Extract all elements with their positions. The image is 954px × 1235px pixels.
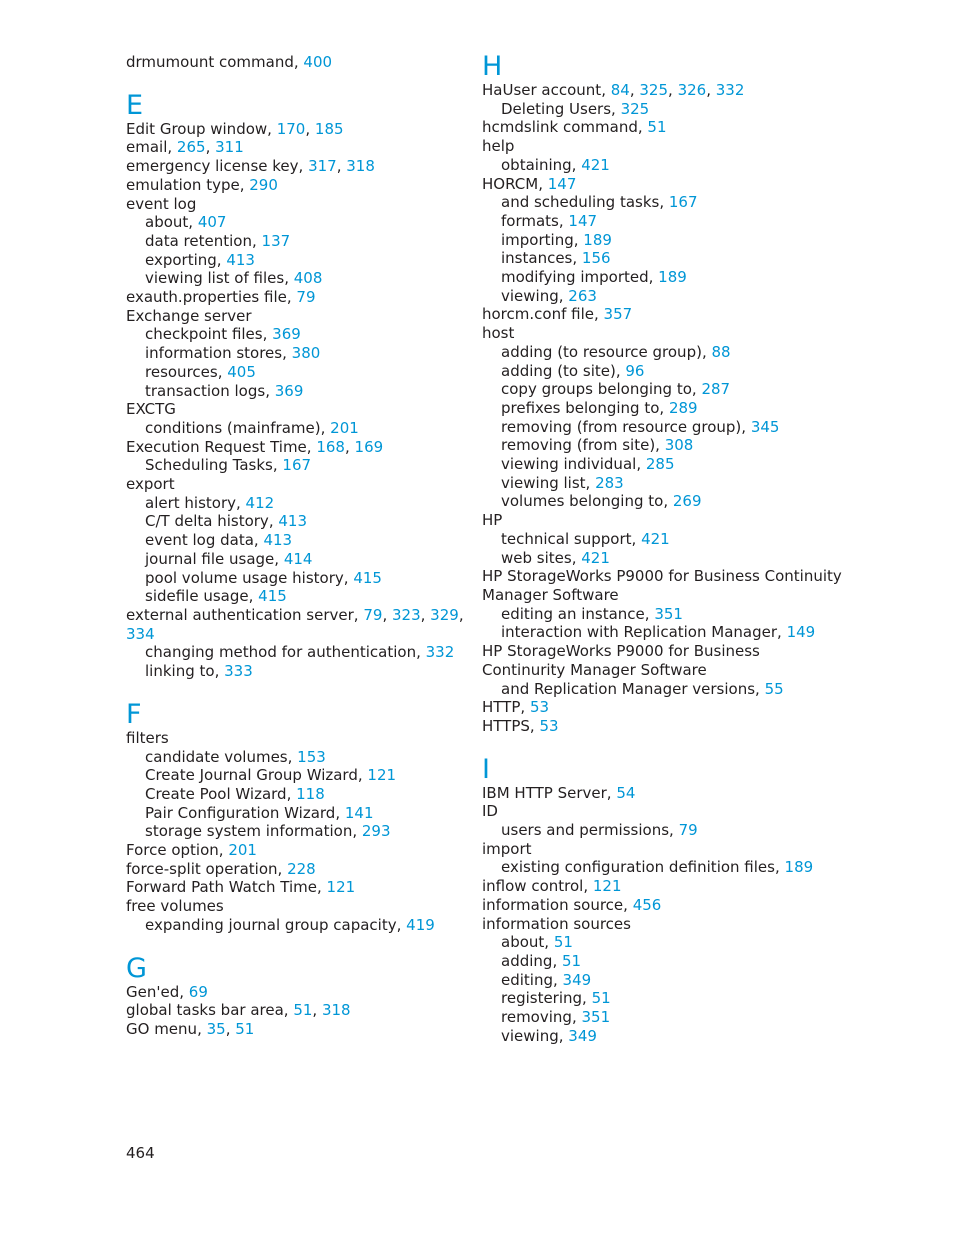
index-entry: Edit Group window, 170, 185	[126, 119, 344, 138]
page-reference-link[interactable]: 349	[562, 970, 592, 989]
index-term: about	[145, 213, 189, 232]
index-column-left	[126, 53, 466, 1039]
page-reference-link[interactable]: 285	[645, 455, 675, 474]
index-term: HORCM	[482, 174, 539, 193]
page-reference-link[interactable]: 345	[750, 417, 780, 436]
index-subentry: linking to, 333	[145, 662, 253, 681]
index-term: Continurity Manager Software	[482, 660, 707, 679]
index-subentry: information stores, 380	[145, 344, 321, 363]
index-subentry: exporting, 413	[145, 250, 255, 269]
index-letter-heading: E	[126, 89, 144, 121]
index-entry	[482, 915, 822, 934]
page-number: 464	[126, 1144, 155, 1162]
index-term: import	[482, 839, 532, 858]
page-reference-link[interactable]: 88	[711, 342, 731, 361]
page-reference-link[interactable]: 405	[227, 362, 256, 381]
index-subentry: event log data, 413	[145, 531, 293, 550]
page-reference-link[interactable]: 369	[274, 381, 304, 400]
page-reference-link[interactable]: 326	[677, 81, 707, 99]
index-term: exauth.properties file	[126, 288, 287, 307]
index-term: copy groups belonging to	[501, 380, 692, 399]
index-term: and scheduling tasks	[501, 193, 660, 212]
index-entry: Execution Request Time, 168, 169	[126, 437, 384, 456]
index-entry: GO menu, 35, 51	[126, 1019, 255, 1038]
page-reference-link[interactable]: 380	[291, 344, 321, 363]
page-reference-link[interactable]: 419	[406, 915, 435, 934]
index-letter-heading: F	[126, 698, 142, 730]
index-entry: Gen'ed, 69	[126, 982, 208, 1001]
page-reference-link[interactable]: 156	[581, 249, 611, 268]
index-term: emulation type	[126, 175, 240, 194]
page-reference-link[interactable]: 79	[678, 821, 698, 840]
index-letter-heading: I	[482, 753, 490, 785]
page-reference-link[interactable]: 118	[296, 784, 325, 803]
page-reference-link[interactable]: 228	[287, 859, 316, 878]
index-term: sidefile usage	[145, 587, 249, 606]
index-entry: global tasks bar area, 51, 318	[126, 1001, 351, 1020]
index-entry: information source, 456	[482, 895, 662, 914]
index-term: editing an instance	[501, 604, 645, 623]
page-reference-link[interactable]: 407	[197, 213, 227, 232]
index-term: viewing	[501, 1026, 559, 1045]
index-letter-heading: G	[126, 952, 147, 984]
page-reference-link[interactable]: 169	[354, 437, 384, 456]
index-term: HaUser account	[482, 81, 602, 99]
index-term: Edit Group window	[126, 119, 268, 138]
index-column-right	[482, 51, 842, 1045]
index-term: HP StorageWorks P9000 for Business	[482, 642, 760, 661]
index-subentry: C/T delta history, 413	[145, 512, 307, 531]
page-reference-link[interactable]: 185	[314, 119, 344, 138]
index-subentry: registering, 51	[501, 989, 611, 1008]
index-entry	[482, 661, 822, 680]
index-term: external authentication server	[126, 605, 354, 624]
page-reference-link[interactable]: 149	[786, 623, 816, 642]
index-term: data retention	[145, 231, 252, 250]
page-reference-link[interactable]: 167	[282, 456, 312, 475]
index-subentry: checkpoint files, 369	[145, 325, 301, 344]
index-term: obtaining	[501, 155, 572, 174]
index-term: viewing list	[501, 473, 586, 492]
index-subentry: Create Pool Wizard, 118	[145, 784, 325, 803]
index-subentry: existing configuration definition files, 189	[501, 858, 814, 877]
index-entry: drmumount command, 400	[126, 53, 333, 71]
page-reference-link[interactable]: 400	[303, 53, 333, 71]
page-reference-link[interactable]: 412	[245, 493, 275, 512]
index-term: technical support	[501, 529, 632, 548]
index-subentry: removing (from resource group), 345	[501, 417, 780, 436]
index-term: ID	[482, 802, 498, 821]
index-entry: exauth.properties file, 79	[126, 288, 316, 307]
index-subentry: volumes belonging to, 269	[501, 492, 702, 511]
page-reference-link[interactable]: 51	[591, 989, 611, 1008]
index-entry: Force option, 201	[126, 841, 257, 860]
page-reference-link[interactable]: 308	[664, 436, 694, 455]
index-term: adding (to site)	[501, 361, 616, 380]
index-subentry: instances, 156	[501, 249, 611, 268]
index-term: host	[482, 324, 515, 343]
index-subentry: obtaining, 421	[501, 155, 610, 174]
page-reference-link[interactable]: 54	[616, 783, 636, 802]
index-term: viewing list of files	[145, 269, 285, 288]
index-term: removing (from site)	[501, 436, 656, 455]
index-term: C/T delta history	[145, 512, 269, 531]
index-subentry: formats, 147	[501, 211, 598, 230]
index-entry: hcmdslink command, 51	[482, 118, 667, 137]
index-term: formats	[501, 211, 559, 230]
index-term: help	[482, 137, 515, 156]
index-subentry: conditions (mainframe), 201	[145, 418, 359, 437]
page-reference-link[interactable]: 289	[668, 398, 698, 417]
index-letter-heading: H	[482, 51, 503, 82]
index-subentry: importing, 189	[501, 230, 612, 249]
index-term: Scheduling Tasks	[145, 456, 273, 475]
index-term: Exchange server	[126, 306, 252, 325]
index-entry	[482, 840, 822, 859]
page-reference-link[interactable]: 167	[668, 193, 698, 212]
index-entry: emergency license key, 317, 318	[126, 157, 375, 176]
index-term: Deleting Users	[501, 99, 612, 118]
index-entry: email, 265, 311	[126, 138, 244, 157]
page-reference-link[interactable]: 168	[316, 437, 345, 456]
page-reference-link[interactable]: 369	[272, 325, 301, 344]
page-reference-link[interactable]: 35	[206, 1019, 226, 1038]
page-reference-link[interactable]: 456	[632, 895, 662, 914]
index-subentry: about, 51	[501, 933, 573, 952]
page-reference-link[interactable]: 147	[568, 211, 598, 230]
page-reference-link[interactable]: 349	[568, 1026, 597, 1045]
index-term: importing	[501, 230, 574, 249]
index-term: transaction logs	[145, 381, 266, 400]
index-entry	[126, 897, 466, 916]
page-reference-link[interactable]: 51	[293, 1001, 313, 1020]
index-term: volumes belonging to	[501, 492, 664, 511]
index-term: viewing individual	[501, 455, 637, 474]
index-term: expanding journal group capacity	[145, 915, 397, 934]
page-reference-link[interactable]: 265	[176, 138, 206, 157]
index-subentry: transaction logs, 369	[145, 381, 304, 400]
index-term: force-split operation	[126, 859, 278, 878]
index-entry	[482, 511, 822, 530]
page-reference-link[interactable]: 147	[547, 174, 577, 193]
index-term: Force option	[126, 841, 219, 860]
index-subentry: prefixes belonging to, 289	[501, 398, 698, 417]
page-reference-link[interactable]: 317	[308, 157, 337, 176]
page-reference-link[interactable]: 332	[715, 81, 745, 99]
page-reference-link[interactable]: 421	[641, 529, 670, 548]
index-subentry: users and permissions, 79	[501, 821, 698, 840]
index-subentry: editing, 349	[501, 970, 592, 989]
index-term: HP StorageWorks P9000 for Business Continuity	[482, 567, 842, 586]
index-term: Gen'ed	[126, 982, 180, 1001]
index-term: pool volume usage history	[145, 568, 344, 587]
index-subentry: adding (to resource group), 88	[501, 342, 731, 361]
index-entry	[482, 642, 822, 661]
page-reference-link[interactable]: 351	[654, 604, 683, 623]
index-term: modifying imported	[501, 268, 649, 287]
index-term: hcmdslink command	[482, 118, 638, 137]
index-term: email	[126, 138, 168, 157]
index-subentry: about, 407	[145, 213, 227, 232]
index-term: Execution Request Time	[126, 437, 307, 456]
index-term: conditions (mainframe)	[145, 418, 321, 437]
index-entry	[482, 137, 822, 156]
index-term: about	[501, 933, 545, 952]
page-reference-link[interactable]: 79	[363, 605, 383, 624]
page-reference-link[interactable]: 121	[326, 878, 356, 897]
page-reference-link[interactable]: 293	[361, 822, 391, 841]
index-term: web sites	[501, 548, 572, 567]
page-reference-link[interactable]: 334	[126, 624, 155, 643]
index-subentry: technical support, 421	[501, 529, 670, 548]
index-term: export	[126, 475, 175, 494]
index-term: adding	[501, 951, 553, 970]
index-subentry: storage system information, 293	[145, 822, 391, 841]
index-term: changing method for authentication	[145, 643, 417, 662]
page-reference-link[interactable]: 51	[647, 118, 667, 137]
index-term: editing	[501, 970, 553, 989]
index-subentry: viewing individual, 285	[501, 455, 675, 474]
index-term: Create Pool Wizard	[145, 784, 287, 803]
page-reference-link[interactable]: 318	[346, 157, 375, 176]
page-reference-link[interactable]: 51	[235, 1019, 255, 1038]
page-reference-link[interactable]: 51	[553, 933, 573, 952]
index-subentry: viewing, 263	[501, 286, 597, 305]
index-term: Create Journal Group Wizard	[145, 766, 358, 785]
page-reference-link[interactable]: 141	[344, 803, 374, 822]
index-subentry: viewing list of files, 408	[145, 269, 323, 288]
index-entry: horcm.conf file, 357	[482, 305, 633, 324]
index-term: drmumount command	[126, 53, 294, 71]
page-reference-link[interactable]: 121	[592, 877, 622, 896]
page-reference-link[interactable]: 421	[581, 155, 610, 174]
index-term: IBM HTTP Server	[482, 783, 607, 802]
index-subentry: resources, 405	[145, 362, 256, 381]
index-entry: IBM HTTP Server, 54	[482, 783, 636, 802]
index-term: existing configuration definition files	[501, 858, 775, 877]
page-reference-link[interactable]: 287	[701, 380, 731, 399]
index-subentry: Deleting Users, 325	[501, 99, 650, 118]
index-term: Forward Path Watch Time	[126, 878, 317, 897]
index-entry	[482, 802, 822, 821]
index-term: horcm.conf file	[482, 305, 594, 324]
page-reference-link[interactable]: 189	[784, 858, 814, 877]
index-entry: external authentication server, 79, 323, 329, 334	[126, 605, 464, 643]
index-term: journal file usage	[145, 549, 275, 568]
page-reference-link[interactable]: 325	[620, 99, 650, 118]
index-term: HP	[482, 511, 503, 530]
index-entry	[482, 324, 822, 343]
index-subentry: viewing list, 283	[501, 473, 624, 492]
page-reference-link[interactable]: 290	[249, 175, 278, 194]
page-reference-link[interactable]: 408	[293, 269, 323, 288]
page-reference-link[interactable]: 325	[639, 81, 669, 99]
index-subentry: editing an instance, 351	[501, 604, 683, 623]
index-term: HTTP	[482, 698, 521, 717]
index-term: adding (to resource group)	[501, 342, 702, 361]
index-subentry: web sites, 421	[501, 548, 610, 567]
index-term: information stores	[145, 344, 283, 363]
page-reference-link[interactable]: 69	[188, 982, 208, 1001]
index-entry: HTTP, 53	[482, 698, 550, 717]
index-term: EXCTG	[126, 400, 176, 419]
page-reference-link[interactable]: 189	[583, 230, 612, 249]
index-entry: inflow control, 121	[482, 877, 622, 896]
index-term: Manager Software	[482, 585, 619, 604]
page-reference-link[interactable]: 415	[258, 587, 287, 606]
index-entry: HaUser account, 84, 325, 326, 332	[482, 81, 745, 99]
index-subentry: viewing, 349	[501, 1026, 597, 1045]
index-entry: HTTPS, 53	[482, 716, 559, 735]
page-reference-link[interactable]: 311	[215, 138, 244, 157]
index-entry	[126, 307, 466, 326]
index-subentry: Pair Configuration Wizard, 141	[145, 803, 374, 822]
index-subentry: removing (from site), 308	[501, 436, 694, 455]
index-term: exporting	[145, 250, 217, 269]
page-reference-link[interactable]: 413	[226, 250, 255, 269]
page-reference-link[interactable]: 323	[391, 605, 421, 624]
index-subentry: data retention, 137	[145, 231, 291, 250]
index-entry: emulation type, 290	[126, 175, 278, 194]
index-subentry: changing method for authentication, 332	[145, 643, 455, 662]
page-reference-link[interactable]: 170	[276, 119, 306, 138]
page-reference-link[interactable]: 51	[561, 951, 582, 970]
index-entry	[482, 586, 822, 605]
index-term: instances	[501, 249, 573, 268]
index-term: Pair Configuration Wizard	[145, 803, 336, 822]
index-subentry: Scheduling Tasks, 167	[145, 456, 312, 475]
index-subentry: modifying imported, 189	[501, 268, 687, 287]
index-term: removing (from resource group)	[501, 417, 742, 436]
page-reference-link[interactable]: 53	[529, 698, 550, 717]
index-subentry: candidate volumes, 153	[145, 747, 326, 766]
index-term: emergency license key	[126, 157, 299, 176]
page-reference-link[interactable]: 153	[297, 747, 326, 766]
index-term: checkpoint files	[145, 325, 263, 344]
index-term: viewing	[501, 286, 559, 305]
index-subentry: adding (to site), 96	[501, 361, 645, 380]
page-reference-link[interactable]: 189	[658, 268, 687, 287]
page-reference-link[interactable]: 137	[261, 231, 291, 250]
index-entry	[126, 400, 466, 419]
index-subentry: and scheduling tasks, 167	[501, 193, 698, 212]
page-reference-link[interactable]: 263	[568, 286, 597, 305]
page-reference-link[interactable]: 329	[430, 605, 459, 624]
page-reference-link[interactable]: 332	[425, 643, 455, 662]
index-term: registering	[501, 989, 583, 1008]
page-reference-link[interactable]: 79	[296, 288, 316, 307]
index-entry: HORCM, 147	[482, 174, 577, 193]
page-reference-link[interactable]: 333	[224, 662, 253, 681]
index-subentry: pool volume usage history, 415	[145, 568, 382, 587]
page-reference-link[interactable]: 351	[581, 1008, 611, 1027]
page-reference-link[interactable]: 414	[283, 549, 313, 568]
index-term: HTTPS	[482, 716, 530, 735]
index-subentry: adding, 51	[501, 951, 582, 970]
page-reference-link[interactable]: 413	[263, 531, 293, 550]
index-subentry: interaction with Replication Manager, 149	[501, 623, 816, 642]
index-term: storage system information	[145, 822, 353, 841]
index-term: inflow control	[482, 877, 584, 896]
page-reference-link[interactable]: 413	[278, 512, 307, 531]
index-term: filters	[126, 728, 169, 747]
index-subentry: Create Journal Group Wizard, 121	[145, 766, 397, 785]
page-reference-link[interactable]: 269	[672, 492, 702, 511]
index-subentry: expanding journal group capacity, 419	[145, 915, 435, 934]
page-reference-link[interactable]: 55	[764, 679, 784, 698]
page-reference-link[interactable]: 84	[610, 81, 630, 99]
index-term: information source	[482, 895, 624, 914]
index-entry: Forward Path Watch Time, 121	[126, 878, 356, 897]
page-reference-link[interactable]: 283	[595, 473, 624, 492]
page-reference-link[interactable]: 318	[321, 1001, 351, 1020]
index-term: event log data	[145, 531, 254, 550]
index-term: alert history	[145, 493, 236, 512]
index-term: removing	[501, 1008, 572, 1027]
index-subentry: removing, 351	[501, 1008, 611, 1027]
index-term: GO menu	[126, 1019, 198, 1038]
page-reference-link[interactable]: 357	[603, 305, 633, 324]
index-entry	[126, 475, 466, 494]
index-entry	[482, 567, 842, 586]
index-term: prefixes belonging to	[501, 398, 660, 417]
index-entry	[126, 729, 466, 748]
index-term: resources	[145, 362, 218, 381]
index-term: free volumes	[126, 897, 224, 916]
index-term: event log	[126, 194, 197, 213]
index-subentry: and Replication Manager versions, 55	[501, 679, 784, 698]
page-reference-link[interactable]: 121	[367, 766, 397, 785]
page-reference-link[interactable]: 421	[581, 548, 610, 567]
page-reference-link[interactable]: 415	[353, 568, 382, 587]
index-term: candidate volumes	[145, 747, 288, 766]
index-term: information sources	[482, 914, 631, 933]
index-term: linking to	[145, 662, 215, 681]
index-subentry: journal file usage, 414	[145, 549, 313, 568]
index-term: users and permissions	[501, 821, 670, 840]
page-reference-link[interactable]: 53	[539, 716, 559, 735]
page-reference-link[interactable]: 201	[228, 841, 257, 860]
index-term: interaction with Replication Manager	[501, 623, 778, 642]
index-subentry: alert history, 412	[145, 493, 275, 512]
index-term: global tasks bar area	[126, 1001, 284, 1020]
index-entry	[126, 195, 466, 214]
index-subentry: copy groups belonging to, 287	[501, 380, 731, 399]
page-reference-link[interactable]: 201	[330, 418, 359, 437]
index-term: and Replication Manager versions	[501, 679, 756, 698]
index-subentry: sidefile usage, 415	[145, 587, 287, 606]
page-reference-link[interactable]: 96	[625, 361, 645, 380]
index-entry: force-split operation, 228	[126, 859, 316, 878]
